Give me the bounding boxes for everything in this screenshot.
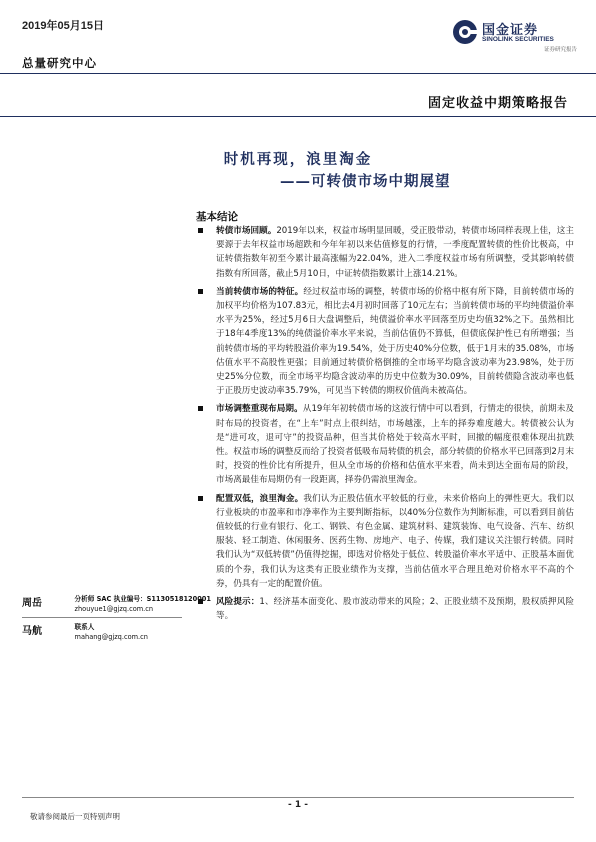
bullet-text: 从19年年初转债市场的这波行情中可以看到，行情走的很快，前期未及时布局的投资者，在“上车”时点上很纠结，市场越涨，上车的择券难度越大。转债被公认为是“进可攻，退可守”的投资品种，但当其价格处于较高水平时，回撤的幅度很难体现出抗跌性。权益市场的调整反而给了投资者低吸布局转债的机会，部分转债的价格水平已回落到2月末时，投资的性价比有所提升，但从全市场的价格和估值水平来看，尚未到达全面布局的阶段，市场离最佳布局期仍有一段距离，择券仍需浪里淘金。	[216, 404, 574, 486]
analyst-name: 周岳	[22, 598, 42, 609]
summary-bullet	[196, 402, 574, 487]
bullet-square-icon	[198, 228, 203, 233]
footer-divider	[22, 797, 574, 798]
bullet-square-icon	[198, 496, 203, 501]
bullet-text: 经过权益市场的调整，转债市场的价格中枢有所下降，目前转债市场的加权平均价格为107.83元，相比去4月初时回落了10元左右；当前转债市场的平均纯债溢价率水平为25%，经过5月6日大盘调整后，纯债溢价率水平回落至历史均值32%之下。虽然相比于18年4季度13%的纯债溢价率水平来说，当前估值仍不算低，但债底保护性已有所增强；当前转债市场的平均转股溢价率为19.54%，处于历史40%分位数，低于1月末的35.08%，市场估值水平不高股性更强；目前通过转债价格倒推的全市场平均隐含波动率为23.98%，处于历史25%分位数，而全市场平均隐含波动率的历史中位数为30.09%，目前转债隐含波动率也低于正股历史波动率35.79%，可见当下转债的期权价值尚未被高估。	[216, 286, 574, 397]
analyst-divider	[22, 617, 182, 618]
analyst-role: 联系人	[74, 623, 95, 631]
bullet-text: 2019年以来，权益市场明显回暖，受正股带动，转债市场同样表现上佳，这主要源于去年权益市场超跌和今年年初以来估值修复的行情，一季度配置转债的性价比极高，中证转债指数年初至今累计最高涨幅为22.04%，进入二季度权益市场有所调整，受其影响转债指数有所回落，截止5月10日，中证转债指数累计上涨14.21%。	[216, 226, 574, 279]
report-type: 固定收益中期策略报告	[427, 96, 568, 111]
analyst-cert: S1130518120001	[146, 595, 211, 603]
analyst-zhou	[22, 594, 211, 614]
analyst-email[interactable]: zhouyue1@gjzq.com.cn	[74, 605, 154, 613]
summary-bullet	[196, 224, 574, 281]
bullet-lead: 当前转债市场的特征。	[216, 286, 304, 297]
report-type-divider	[0, 116, 596, 117]
report-subtitle: ——可转债市场中期展望	[280, 174, 451, 190]
footer-disclaimer: 敬请参阅最后一页特别声明	[30, 812, 120, 821]
summary-bullet	[196, 492, 574, 591]
logo-en-text: SINOLINK SECURITIES	[482, 36, 554, 43]
section-heading: 基本结论	[196, 211, 238, 223]
report-title: 时机再现，浪里淘金	[223, 152, 373, 168]
report-date: 2019年05月15日	[22, 20, 104, 32]
analyst-role: 分析师 SAC 执业编号：	[74, 595, 147, 603]
bullet-square-icon	[198, 289, 203, 294]
department: 总量研究中心	[22, 56, 97, 70]
logo-sub-text: 证券研究报告	[544, 47, 578, 53]
logo-mark-icon	[452, 19, 478, 45]
bullet-lead: 配置双低，浪里淘金。	[216, 493, 304, 504]
analyst-info	[75, 622, 148, 642]
logo-cn-text: 国金证券	[482, 23, 539, 38]
company-logo	[452, 17, 578, 57]
bullet-text: 1、经济基本面变化、股市波动带来的风险；2、正股业绩不及预期，股权质押风险等。	[216, 597, 574, 622]
page-number: - 1 -	[288, 800, 308, 810]
analyst-email[interactable]: mahang@gjzq.com.cn	[74, 633, 148, 641]
summary-bullet	[196, 285, 574, 399]
header-divider	[0, 73, 596, 74]
analyst-info	[75, 594, 211, 614]
summary-body	[196, 224, 574, 627]
bullet-lead: 转债市场回顾。	[216, 226, 277, 236]
bullet-text: 我们认为正股估值水平较低的行业，未来价格向上的弹性更大。我们以行业板块的市盈率和市净率作为主要判断指标，以40%分位数作为判断标准，可以看到目前估值较低的行业有银行、化工、钢铁、有色金属、建筑材料、建筑装饰、电气设备、汽车、纺织服装、轻工制造、休闲服务、医药生物、房地产、电子、传媒，我们建议关注银行转债。同时我们认为“双低转债”仍值得挖掘，即选对价格处于低位、转股溢价率水平适中、正股基本面优质的个券，我们认为这类有正股业绩作为支撑，当前估值水平合理且绝对价格水平不高的个券，仍具有一定的配置价值。	[216, 493, 574, 589]
bullet-lead: 风险提示：	[216, 597, 260, 608]
summary-bullet	[196, 595, 574, 623]
bullet-lead: 市场调整重现布局期。	[216, 404, 303, 415]
bullet-square-icon	[198, 406, 203, 411]
analyst-name: 马航	[22, 626, 42, 637]
analyst-ma	[22, 622, 148, 642]
